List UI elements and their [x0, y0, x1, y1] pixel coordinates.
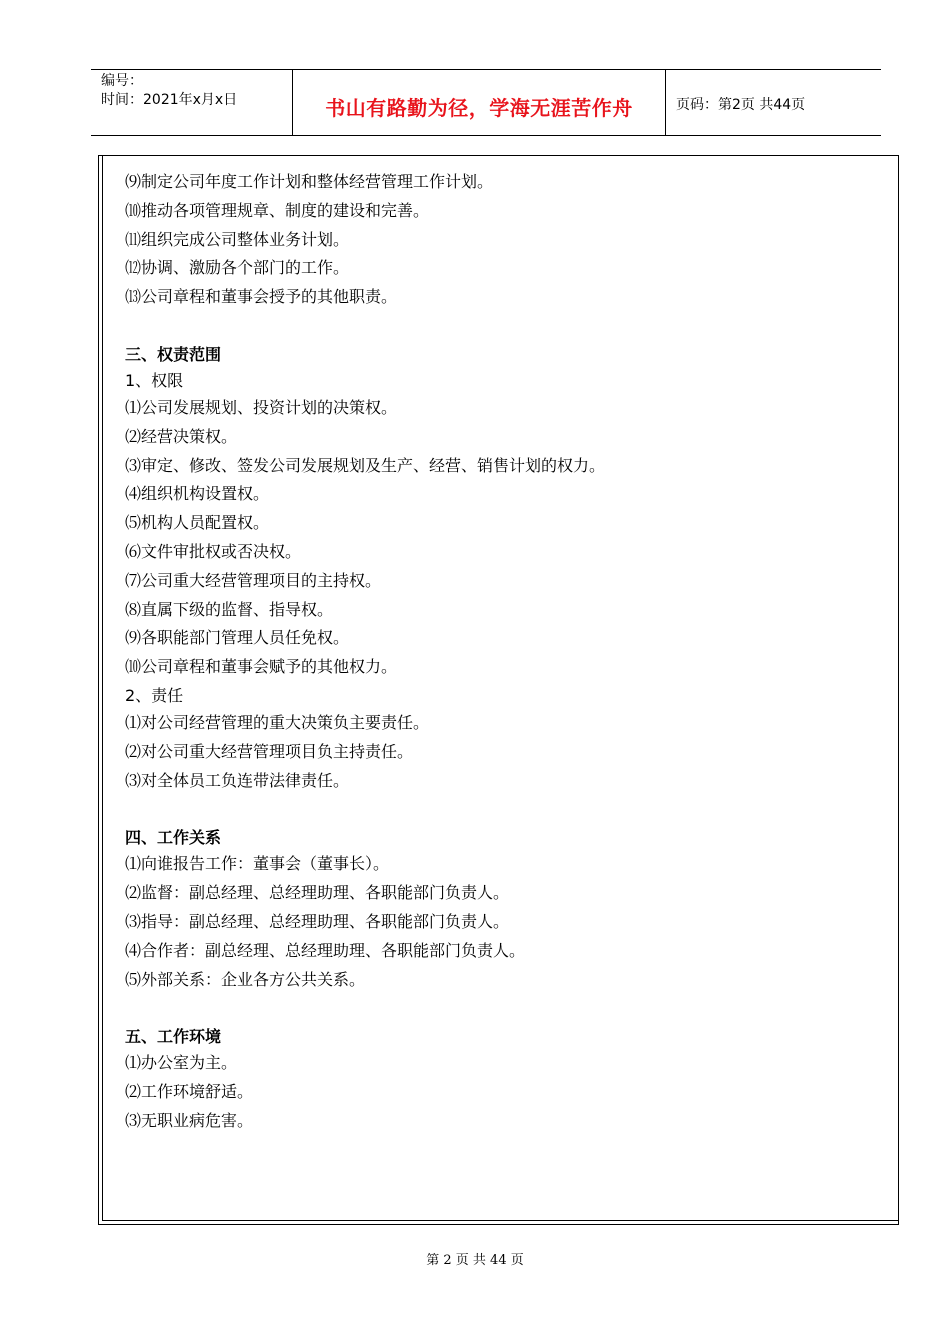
document-number: 编号：	[101, 73, 143, 89]
box-left-border-inner	[102, 155, 103, 1221]
document-time: 时间：2021年x月x日	[101, 92, 238, 108]
duty-item: ⑿协调、激励各个部门的工作。	[125, 258, 350, 278]
header-page-info: 页码：第2页 共44页	[676, 97, 806, 113]
environment-item: ⑴办公室为主。	[125, 1053, 238, 1073]
relationship-item: ⑴向谁报告工作：董事会（董事长）。	[125, 854, 390, 874]
duty-item: ⒀公司章程和董事会授予的其他职责。	[125, 287, 398, 307]
header-bottom-rule	[91, 135, 881, 136]
section-title: 五、工作环境	[125, 1027, 222, 1047]
box-bottom-border-outer	[98, 1224, 899, 1225]
authority-item: ⑺公司重大经营管理项目的主持权。	[125, 570, 382, 590]
authority-item: ⑹文件审批权或否决权。	[125, 541, 302, 561]
header-meta	[101, 72, 237, 110]
duty-item: ⑼制定公司年度工作计划和整体经营管理工作计划。	[125, 172, 494, 191]
subsection-title: 1、权限	[125, 370, 184, 390]
box-left-border-outer	[98, 155, 99, 1225]
authority-item: ⑼各职能部门管理人员任免权。	[125, 628, 350, 648]
authority-item: ⑸机构人员配置权。	[125, 513, 270, 533]
authority-item: ⑽公司章程和董事会赋予的其他权力。	[125, 657, 398, 677]
environment-item: ⑶无职业病危害。	[125, 1110, 254, 1130]
authority-item: ⑵经营决策权。	[125, 426, 238, 446]
relationship-item: ⑵监督：副总经理、总经理助理、各职能部门负责人。	[125, 883, 510, 903]
box-bottom-border-inner	[102, 1220, 899, 1221]
section-title: 三、权责范围	[125, 344, 222, 364]
responsibility-item: ⑶对全体员工负连带法律责任。	[125, 770, 350, 790]
section-title: 四、工作关系	[125, 828, 222, 848]
authority-item: ⑴公司发展规划、投资计划的决策权。	[125, 397, 398, 417]
box-right-border	[898, 155, 899, 1225]
header-divider-right	[665, 69, 666, 136]
environment-item: ⑵工作环境舒适。	[125, 1082, 254, 1102]
box-top-border	[98, 155, 899, 156]
authority-item: ⑻直属下级的监督、指导权。	[125, 599, 334, 619]
duty-item: ⑽推动各项管理规章、制度的建设和完善。	[125, 200, 430, 220]
authority-item: ⑷组织机构设置权。	[125, 484, 270, 504]
header-top-rule	[91, 69, 881, 70]
subsection-title: 2、责任	[125, 685, 184, 705]
relationship-item: ⑶指导：副总经理、总经理助理、各职能部门负责人。	[125, 911, 510, 931]
authority-item: ⑶审定、修改、签发公司发展规划及生产、经营、销售计划的权力。	[125, 455, 606, 475]
relationship-item: ⑷合作者：副总经理、总经理助理、各职能部门负责人。	[125, 940, 526, 960]
responsibility-item: ⑴对公司经营管理的重大决策负主要责任。	[125, 712, 430, 732]
duty-item: ⑾组织完成公司整体业务计划。	[125, 229, 350, 249]
relationship-item: ⑸外部关系：企业各方公共关系。	[125, 969, 366, 989]
responsibility-item: ⑵对公司重大经营管理项目负主持责任。	[125, 741, 414, 761]
document-body	[125, 168, 885, 1136]
header-motto: 书山有路勤为径，学海无涯苦作舟	[325, 96, 633, 120]
page-footer: 第 2 页 共 44 页	[426, 1253, 524, 1268]
